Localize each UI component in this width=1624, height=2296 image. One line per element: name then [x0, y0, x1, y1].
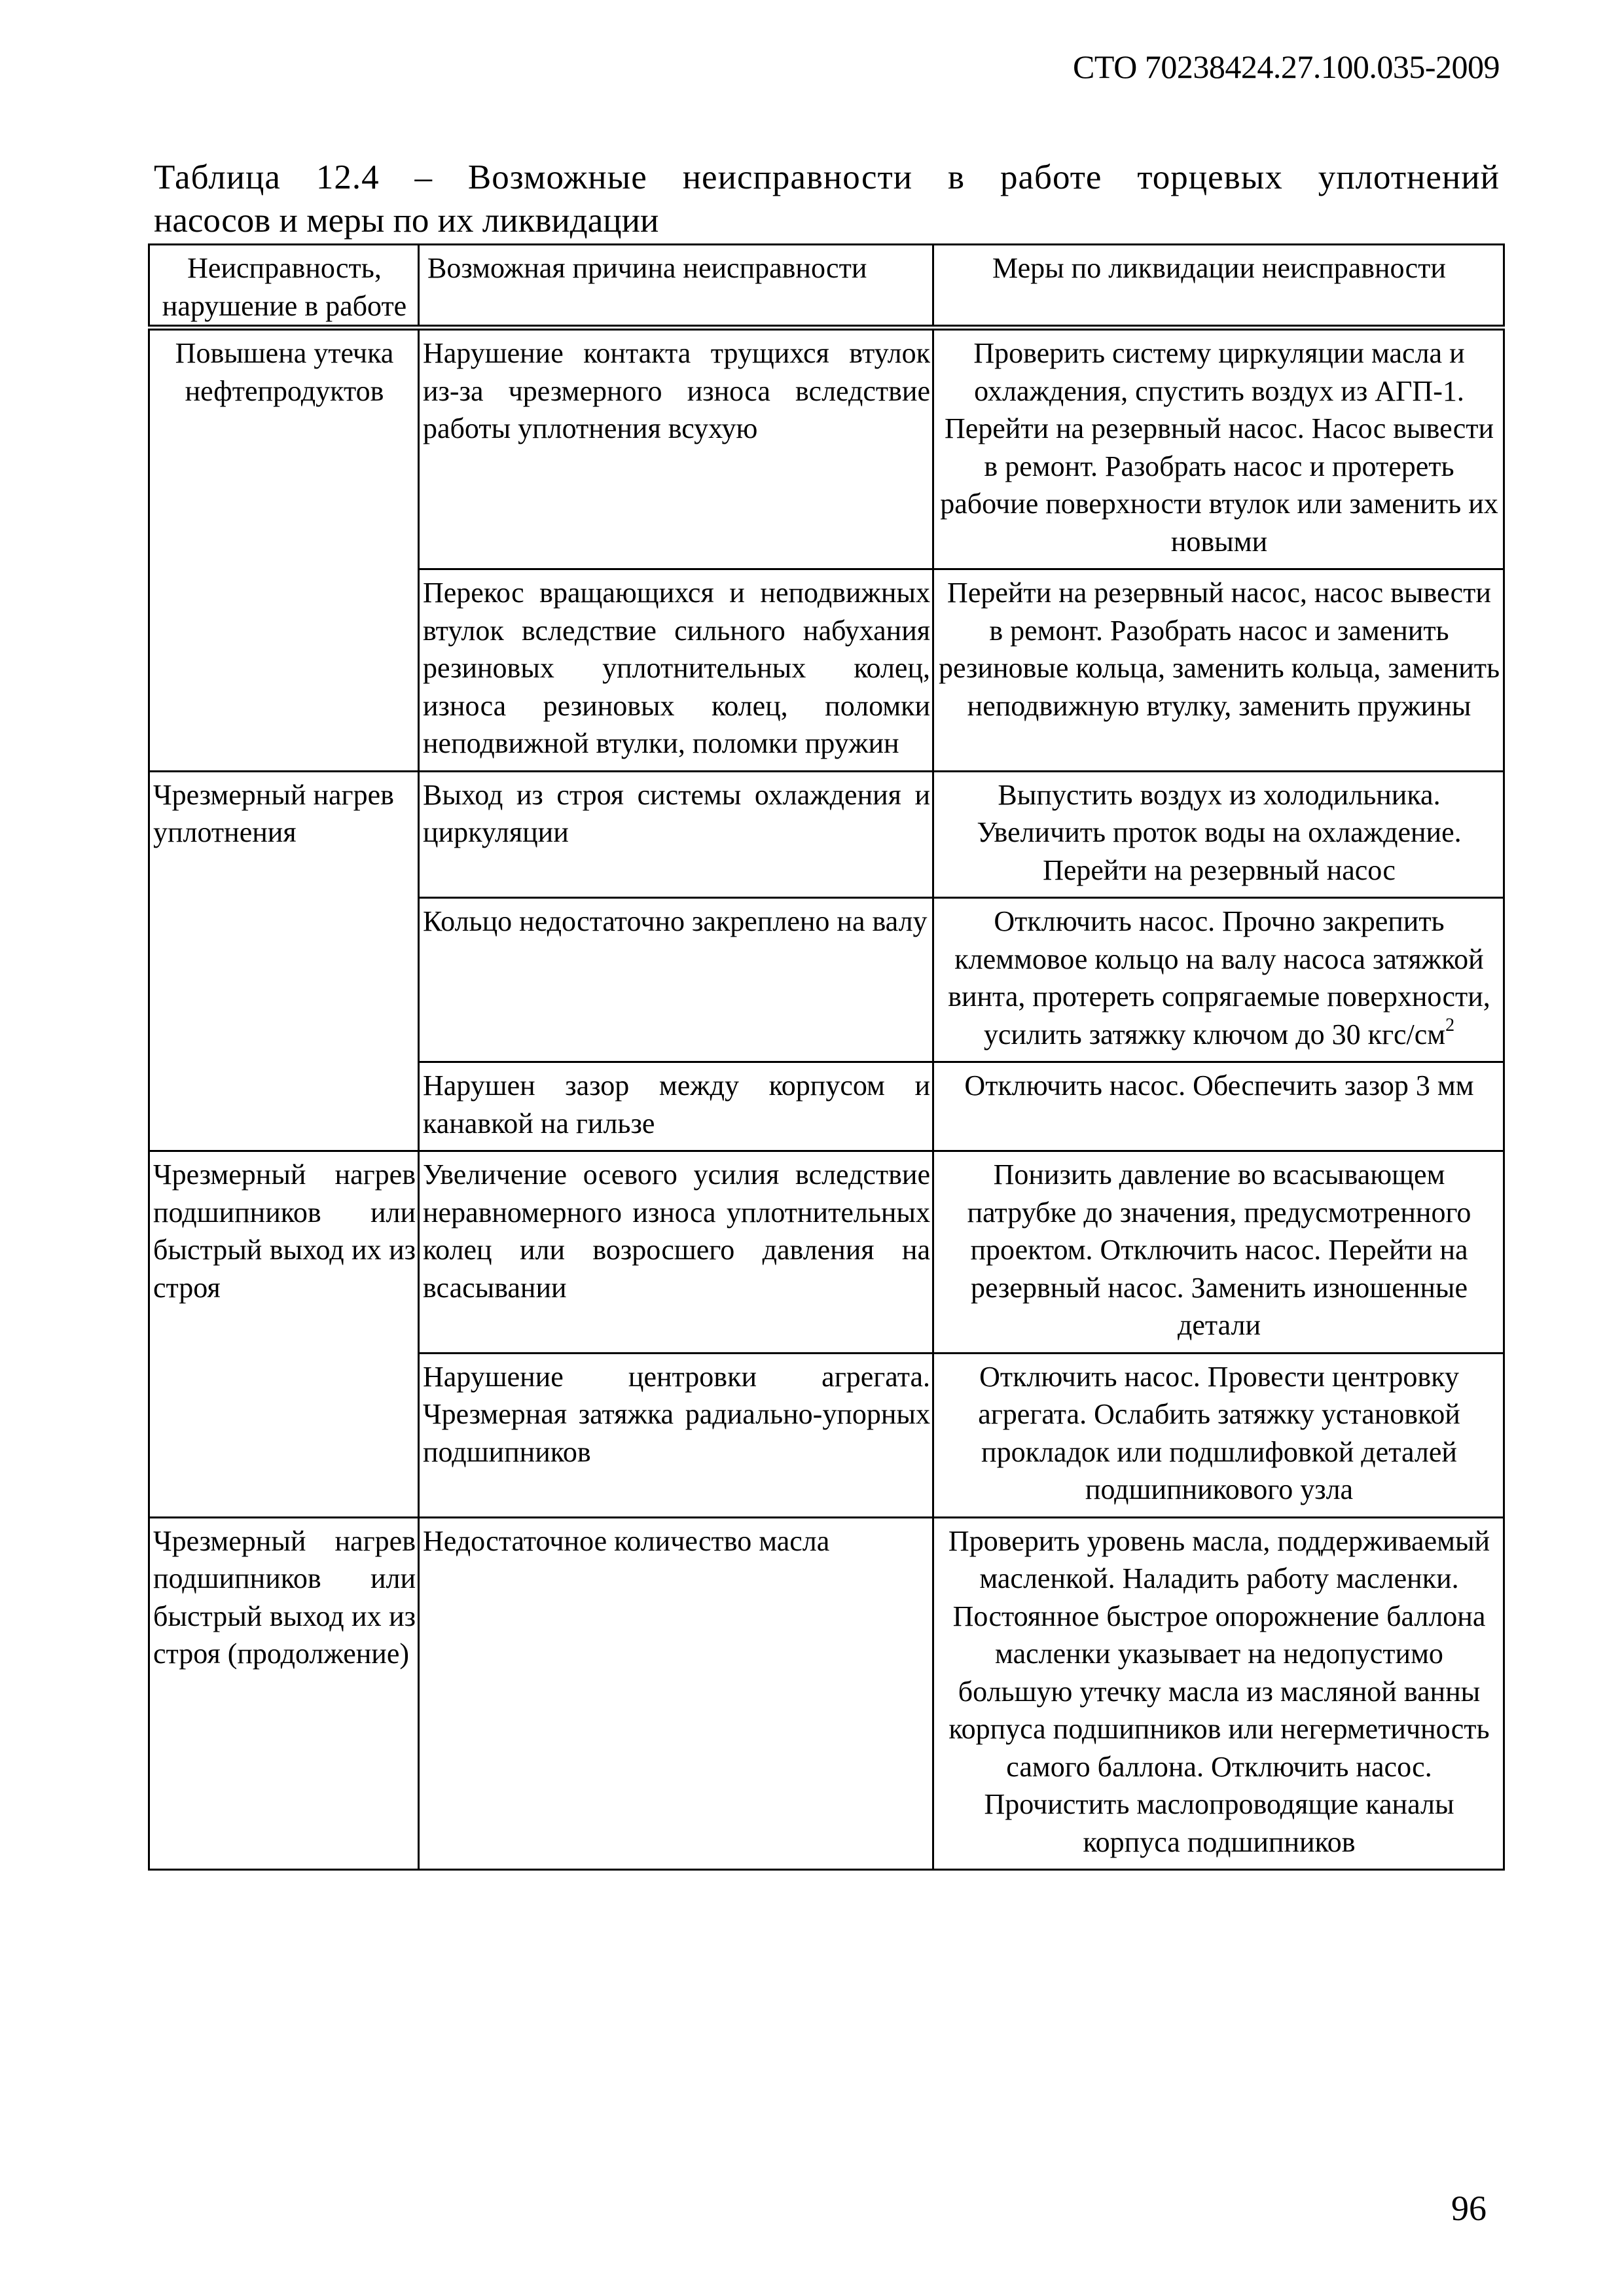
- measure-text: Отключить насос. Прочно закрепить клеммовое кольцо на валу насоса затяжкой винта, протереть сопрягаемые поверхности, усилить затяжку ключом до 30 кгс/см: [948, 905, 1490, 1050]
- measure-cell: Понизить давление во всасывающем патрубке до значения, предусмотренного проектом. Отключить насос. Перейти на резервный насос. Заменить изношенные детали: [933, 1151, 1504, 1354]
- fault-cell: Чрезмерный нагрев уплотнения: [149, 771, 419, 1151]
- fault-cell: Чрезмерный нагрев подшипников или быстрый выход их из строя: [149, 1151, 419, 1518]
- table-caption-line-2: насосов и меры по их ликвидации: [154, 202, 659, 240]
- header-measure: Меры по ликвидации неисправности: [933, 245, 1504, 328]
- table-caption: [154, 156, 1500, 242]
- header-fault: Неисправность, нарушение в работе: [149, 245, 419, 328]
- measure-cell: Выпустить воздух из холодильника. Увеличить проток воды на охлаждение. Перейти на резервный насос: [933, 771, 1504, 898]
- cause-cell: Перекос вращающихся и неподвижных втулок вследствие сильного набухания резиновых уплотнительных колец, износа резиновых колец, поломки неподвижной втулки, поломки пружин: [419, 569, 933, 772]
- table-row: [149, 771, 1504, 898]
- fault-cell: Чрезмерный нагрев подшипников или быстрый выход их из строя (продолжение): [149, 1517, 419, 1870]
- measure-cell: Отключить насос. Провести центровку агрегата. Ослабить затяжку установкой прокладок или подшлифовкой деталей подшипникового узла: [933, 1353, 1504, 1517]
- table-caption-line-1: Таблица 12.4 – Возможные неисправности в работе торцевых уплотнений: [154, 158, 1500, 196]
- superscript: 2: [1445, 1014, 1455, 1035]
- cause-cell: Увеличение осевого усилия вследствие неравномерного износа уплотнительных колец или возросшего давления на всасывании: [419, 1151, 933, 1354]
- measure-cell: [933, 898, 1504, 1062]
- cause-cell: Недостаточное количество масла: [419, 1517, 933, 1870]
- table-row: [149, 1517, 1504, 1870]
- cause-cell: Выход из строя системы охлаждения и циркуляции: [419, 771, 933, 898]
- document-code: СТО 70238424.27.100.035-2009: [1073, 48, 1500, 85]
- page-number: 96: [1451, 2189, 1487, 2228]
- measure-cell: Отключить насос. Обеспечить зазор 3 мм: [933, 1062, 1504, 1151]
- measure-cell: Перейти на резервный насос, насос вывести в ремонт. Разобрать насос и заменить резиновые кольца, заменить кольца, заменить неподвижную втулку, заменить пружины: [933, 569, 1504, 772]
- fault-cell: Повышена утечка нефтепродуктов: [149, 328, 419, 772]
- table-header-row: [149, 245, 1504, 328]
- table-row: [149, 328, 1504, 569]
- measure-cell: Проверить уровень масла, поддерживаемый масленкой. Наладить работу масленки. Постоянное быстрое опорожнение баллона масленки указывает на недопустимо большую утечку масла из масляной ванны корпуса подшипников или негерметичность самого баллона. Отключить насос. Прочистить маслопроводящие каналы корпуса подшипников: [933, 1517, 1504, 1870]
- cause-cell: Кольцо недостаточно закреплено на валу: [419, 898, 933, 1062]
- header-cause: Возможная причина неисправности: [419, 245, 933, 328]
- cause-cell: Нарушен зазор между корпусом и канавкой на гильзе: [419, 1062, 933, 1151]
- measure-cell: Проверить систему циркуляции масла и охлаждения, спустить воздух из АГП-1. Перейти на резервный насос. Насос вывести в ремонт. Разобрать насос и протереть рабочие поверхности втулок или заменить их новыми: [933, 328, 1504, 569]
- cause-cell: Нарушение контакта трущихся втулок из-за чрезмерного износа вследствие работы уплотнения всухую: [419, 328, 933, 569]
- faults-table: [148, 243, 1505, 1871]
- table-row: [149, 1151, 1504, 1354]
- cause-cell: Нарушение центровки агрегата. Чрезмерная затяжка радиально-упорных подшипников: [419, 1353, 933, 1517]
